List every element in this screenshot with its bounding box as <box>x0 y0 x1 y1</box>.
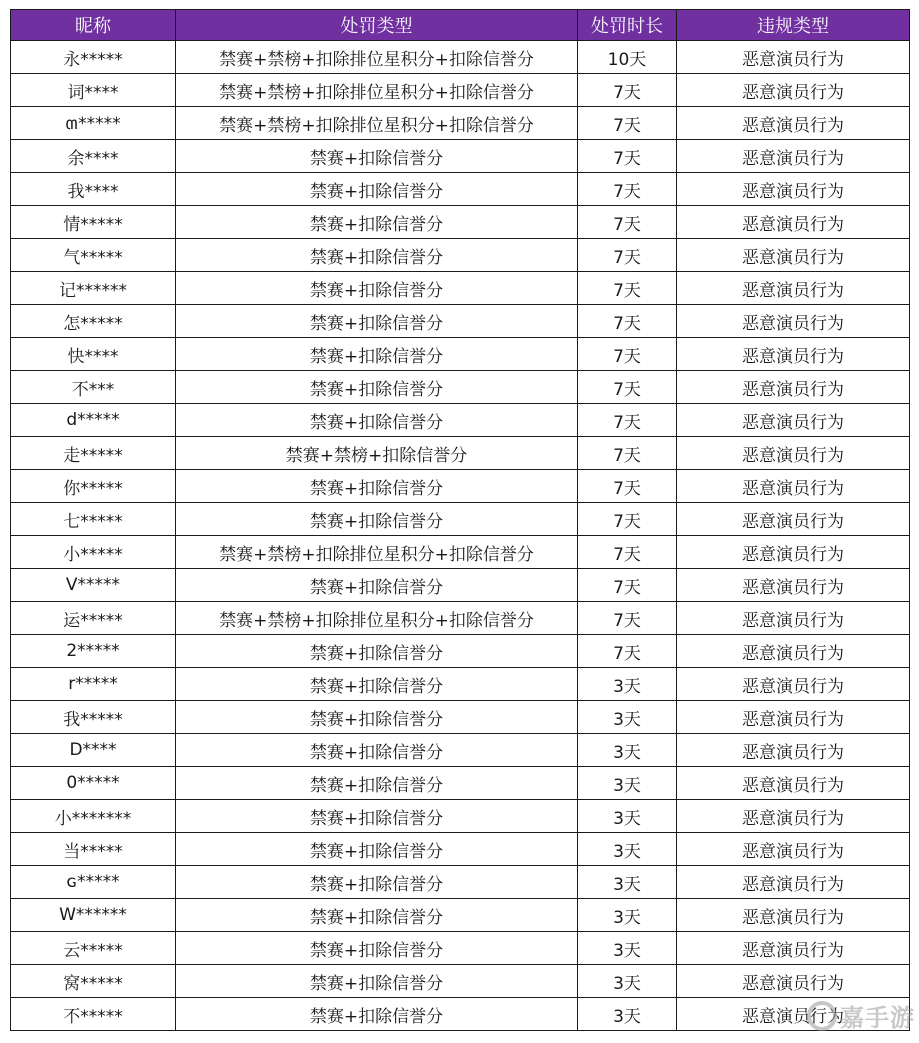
cell-nickname: 小***** <box>11 536 176 569</box>
watermark-text: 嘉手游 <box>840 1004 915 1032</box>
table-body <box>11 41 910 1031</box>
cell-penalty-type: 禁赛+扣除信誉分 <box>176 470 578 503</box>
cell-violation-type: 恶意演员行为 <box>677 998 910 1031</box>
cell-penalty-type: 禁赛+扣除信誉分 <box>176 338 578 371</box>
cell-penalty-type: 禁赛+禁榜+扣除排位星积分+扣除信誉分 <box>176 74 578 107</box>
cell-penalty-type: 禁赛+扣除信誉分 <box>176 140 578 173</box>
cell-penalty-duration: 7天 <box>578 404 677 437</box>
table-row <box>11 140 910 173</box>
table-row <box>11 470 910 503</box>
cell-violation-type: 恶意演员行为 <box>677 371 910 404</box>
cell-penalty-type: 禁赛+扣除信誉分 <box>176 767 578 800</box>
cell-violation-type: 恶意演员行为 <box>677 767 910 800</box>
cell-penalty-duration: 7天 <box>578 74 677 107</box>
cell-violation-type: 恶意演员行为 <box>677 404 910 437</box>
cell-nickname: D**** <box>11 734 176 767</box>
cell-penalty-type: 禁赛+禁榜+扣除信誉分 <box>176 437 578 470</box>
cell-penalty-duration: 3天 <box>578 932 677 965</box>
table-row <box>11 635 910 668</box>
cell-violation-type: 恶意演员行为 <box>677 866 910 899</box>
cell-violation-type: 恶意演员行为 <box>677 41 910 74</box>
cell-penalty-duration: 7天 <box>578 569 677 602</box>
cell-nickname: 永***** <box>11 41 176 74</box>
table-row <box>11 404 910 437</box>
cell-nickname: d***** <box>11 404 176 437</box>
header-penalty-duration: 处罚时长 <box>578 10 677 41</box>
cell-penalty-duration: 7天 <box>578 305 677 338</box>
cell-nickname: 0***** <box>11 767 176 800</box>
cell-penalty-type: 禁赛+扣除信誉分 <box>176 569 578 602</box>
table-row <box>11 41 910 74</box>
header-row <box>11 10 910 41</box>
table-row <box>11 371 910 404</box>
table-row <box>11 107 910 140</box>
cell-penalty-duration: 7天 <box>578 437 677 470</box>
cell-violation-type: 恶意演员行为 <box>677 668 910 701</box>
table-row <box>11 734 910 767</box>
cell-penalty-duration: 7天 <box>578 338 677 371</box>
cell-penalty-duration: 7天 <box>578 140 677 173</box>
table-row <box>11 173 910 206</box>
table-row <box>11 503 910 536</box>
cell-penalty-duration: 7天 <box>578 503 677 536</box>
header-violation-type: 违规类型 <box>677 10 910 41</box>
cell-penalty-duration: 7天 <box>578 239 677 272</box>
cell-penalty-duration: 3天 <box>578 800 677 833</box>
cell-penalty-duration: 3天 <box>578 767 677 800</box>
cell-nickname: 你***** <box>11 470 176 503</box>
header-nickname: 昵称 <box>11 10 176 41</box>
cell-penalty-duration: 7天 <box>578 470 677 503</box>
header-penalty-type: 处罚类型 <box>176 10 578 41</box>
table-row <box>11 800 910 833</box>
cell-penalty-type: 禁赛+扣除信誉分 <box>176 899 578 932</box>
cell-penalty-type: 禁赛+扣除信誉分 <box>176 932 578 965</box>
cell-penalty-duration: 7天 <box>578 173 677 206</box>
cell-violation-type: 恶意演员行为 <box>677 701 910 734</box>
table-header <box>11 10 910 41</box>
cell-penalty-type: 禁赛+扣除信誉分 <box>176 701 578 734</box>
cell-penalty-type: 禁赛+扣除信誉分 <box>176 404 578 437</box>
cell-violation-type: 恶意演员行为 <box>677 338 910 371</box>
table-row <box>11 338 910 371</box>
cell-penalty-type: 禁赛+扣除信誉分 <box>176 239 578 272</box>
cell-penalty-type: 禁赛+扣除信誉分 <box>176 371 578 404</box>
cell-violation-type: 恶意演员行为 <box>677 437 910 470</box>
cell-penalty-type: 禁赛+扣除信誉分 <box>176 998 578 1031</box>
table-row <box>11 272 910 305</box>
cell-penalty-duration: 3天 <box>578 734 677 767</box>
table-row <box>11 899 910 932</box>
cell-nickname: V***** <box>11 569 176 602</box>
cell-penalty-type: 禁赛+扣除信誉分 <box>176 305 578 338</box>
punishment-table <box>10 9 910 1031</box>
cell-nickname: 2***** <box>11 635 176 668</box>
cell-nickname: 窝***** <box>11 965 176 998</box>
cell-nickname: 我**** <box>11 173 176 206</box>
cell-penalty-duration: 3天 <box>578 998 677 1031</box>
table-row <box>11 437 910 470</box>
table-row <box>11 206 910 239</box>
cell-penalty-type: 禁赛+扣除信誉分 <box>176 800 578 833</box>
cell-penalty-type: 禁赛+扣除信誉分 <box>176 866 578 899</box>
table-row <box>11 833 910 866</box>
cell-penalty-duration: 3天 <box>578 965 677 998</box>
cell-nickname: ຓ***** <box>11 107 176 140</box>
cell-violation-type: 恶意演员行为 <box>677 536 910 569</box>
cell-penalty-duration: 3天 <box>578 866 677 899</box>
cell-violation-type: 恶意演员行为 <box>677 734 910 767</box>
cell-nickname: 快**** <box>11 338 176 371</box>
table-row <box>11 239 910 272</box>
cell-penalty-duration: 7天 <box>578 635 677 668</box>
cell-nickname: ɢ***** <box>11 866 176 899</box>
cell-violation-type: 恶意演员行为 <box>677 140 910 173</box>
cell-violation-type: 恶意演员行为 <box>677 239 910 272</box>
cell-violation-type: 恶意演员行为 <box>677 833 910 866</box>
table-row <box>11 536 910 569</box>
cell-penalty-type: 禁赛+扣除信誉分 <box>176 503 578 536</box>
cell-violation-type: 恶意演员行为 <box>677 602 910 635</box>
table-row <box>11 866 910 899</box>
cell-penalty-duration: 3天 <box>578 899 677 932</box>
cell-penalty-duration: 7天 <box>578 536 677 569</box>
cell-violation-type: 恶意演员行为 <box>677 173 910 206</box>
cell-penalty-type: 禁赛+禁榜+扣除排位星积分+扣除信誉分 <box>176 536 578 569</box>
cell-violation-type: 恶意演员行为 <box>677 74 910 107</box>
cell-violation-type: 恶意演员行为 <box>677 635 910 668</box>
table-row <box>11 74 910 107</box>
cell-penalty-type: 禁赛+禁榜+扣除排位星积分+扣除信誉分 <box>176 41 578 74</box>
cell-nickname: 云***** <box>11 932 176 965</box>
cell-nickname: 走***** <box>11 437 176 470</box>
table-row <box>11 965 910 998</box>
cell-violation-type: 恶意演员行为 <box>677 800 910 833</box>
table-row <box>11 998 910 1031</box>
cell-nickname: 不*** <box>11 371 176 404</box>
cell-penalty-type: 禁赛+扣除信誉分 <box>176 734 578 767</box>
cell-penalty-duration: 7天 <box>578 206 677 239</box>
cell-nickname: 怎***** <box>11 305 176 338</box>
cell-penalty-type: 禁赛+扣除信誉分 <box>176 635 578 668</box>
table-row <box>11 569 910 602</box>
cell-penalty-duration: 7天 <box>578 371 677 404</box>
cell-nickname: 余**** <box>11 140 176 173</box>
cell-penalty-type: 禁赛+扣除信誉分 <box>176 272 578 305</box>
cell-violation-type: 恶意演员行为 <box>677 272 910 305</box>
cell-nickname: 我***** <box>11 701 176 734</box>
table-row <box>11 701 910 734</box>
cell-penalty-type: 禁赛+禁榜+扣除排位星积分+扣除信誉分 <box>176 107 578 140</box>
cell-violation-type: 恶意演员行为 <box>677 305 910 338</box>
cell-nickname: 词**** <box>11 74 176 107</box>
cell-nickname: 七***** <box>11 503 176 536</box>
cell-nickname: r***** <box>11 668 176 701</box>
cell-penalty-duration: 10天 <box>578 41 677 74</box>
table-row <box>11 305 910 338</box>
cell-nickname: 情***** <box>11 206 176 239</box>
table-row <box>11 668 910 701</box>
cell-penalty-duration: 7天 <box>578 272 677 305</box>
cell-nickname: 不***** <box>11 998 176 1031</box>
cell-penalty-duration: 3天 <box>578 701 677 734</box>
cell-violation-type: 恶意演员行为 <box>677 470 910 503</box>
cell-nickname: 小******* <box>11 800 176 833</box>
cell-nickname: W****** <box>11 899 176 932</box>
cell-penalty-duration: 3天 <box>578 833 677 866</box>
cell-violation-type: 恶意演员行为 <box>677 899 910 932</box>
cell-penalty-duration: 7天 <box>578 602 677 635</box>
table-row <box>11 602 910 635</box>
table-row <box>11 932 910 965</box>
cell-penalty-duration: 3天 <box>578 668 677 701</box>
cell-penalty-type: 禁赛+禁榜+扣除排位星积分+扣除信誉分 <box>176 602 578 635</box>
cell-penalty-type: 禁赛+扣除信誉分 <box>176 206 578 239</box>
cell-nickname: 运***** <box>11 602 176 635</box>
cell-penalty-type: 禁赛+扣除信誉分 <box>176 965 578 998</box>
cell-nickname: 记****** <box>11 272 176 305</box>
cell-violation-type: 恶意演员行为 <box>677 107 910 140</box>
cell-violation-type: 恶意演员行为 <box>677 206 910 239</box>
cell-nickname: 当***** <box>11 833 176 866</box>
cell-violation-type: 恶意演员行为 <box>677 932 910 965</box>
cell-violation-type: 恶意演员行为 <box>677 569 910 602</box>
cell-penalty-type: 禁赛+扣除信誉分 <box>176 668 578 701</box>
table-row <box>11 767 910 800</box>
cell-nickname: 气***** <box>11 239 176 272</box>
cell-violation-type: 恶意演员行为 <box>677 965 910 998</box>
cell-penalty-type: 禁赛+扣除信誉分 <box>176 173 578 206</box>
cell-violation-type: 恶意演员行为 <box>677 503 910 536</box>
cell-penalty-duration: 7天 <box>578 107 677 140</box>
cell-penalty-type: 禁赛+扣除信誉分 <box>176 833 578 866</box>
